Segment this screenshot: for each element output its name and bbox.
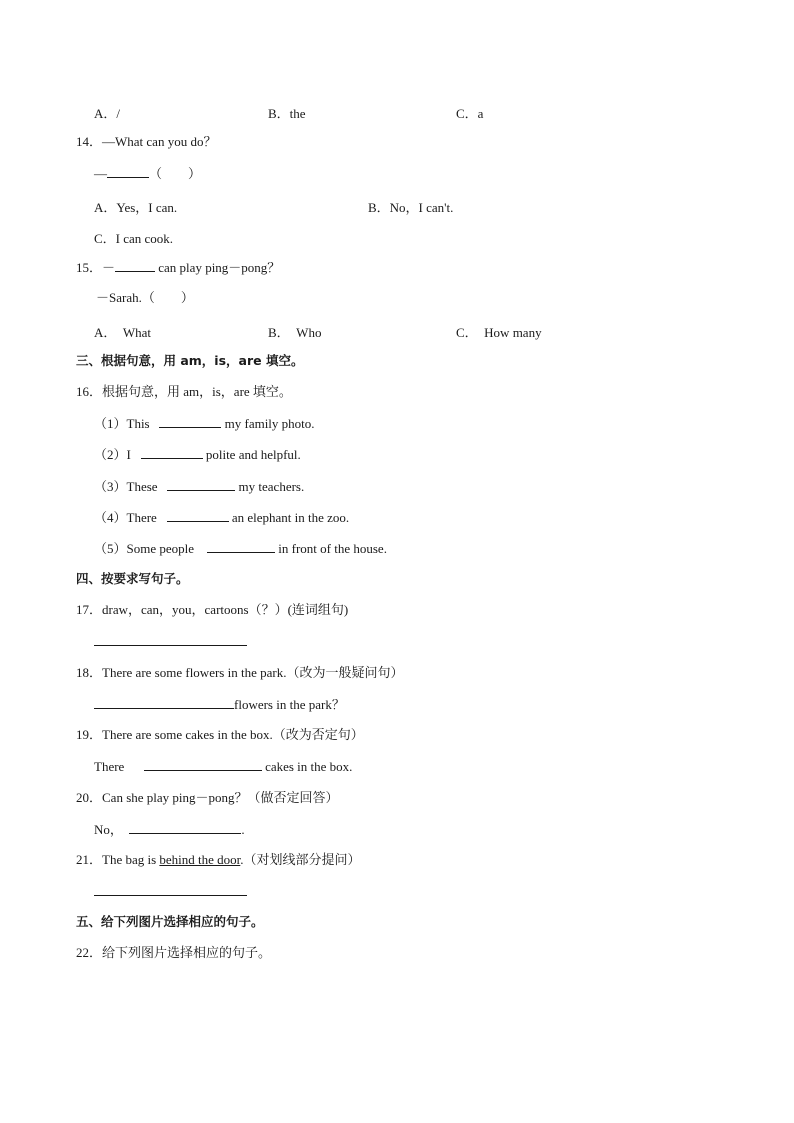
q13-option-c[interactable]: C．a bbox=[456, 106, 484, 121]
q20-pre: No， bbox=[94, 822, 123, 837]
section-3-title: 三、根据句意，用 am，is，are 填空。 bbox=[76, 353, 304, 368]
q14-answer-line bbox=[94, 165, 201, 182]
q15-option-a[interactable]: A． What bbox=[94, 325, 152, 340]
q14-option-a[interactable]: A．Yes，I can. bbox=[94, 200, 178, 215]
q21-pre: 21．The bag is bbox=[76, 852, 160, 867]
q16-item-4-pre: （4）There bbox=[94, 510, 157, 525]
q14-option-b[interactable]: B．No，I can't. bbox=[368, 200, 454, 215]
q13-option-a[interactable]: A．/ bbox=[94, 106, 121, 121]
q16-item-2-blank[interactable] bbox=[141, 446, 203, 459]
q15-option-c[interactable]: C． How many bbox=[456, 325, 542, 340]
section-5-title: 五、给下列图片选择相应的句子。 bbox=[76, 914, 264, 929]
q18-stem: 18．There are some flowers in the park.（改为一般疑问句） bbox=[76, 665, 404, 680]
q15-stem-prefix: 15．－ bbox=[76, 260, 116, 275]
q16-item-5-post: in front of the house. bbox=[278, 541, 387, 556]
q19-stem: 19．There are some cakes in the box.（改为否定句） bbox=[76, 727, 364, 742]
q20-post: . bbox=[241, 822, 245, 837]
q21-blank[interactable] bbox=[94, 883, 247, 896]
q15-option-b[interactable]: B． Who bbox=[268, 325, 322, 340]
q16-item-5 bbox=[94, 540, 387, 557]
q13-option-b[interactable]: B．the bbox=[268, 106, 306, 121]
q16-item-2 bbox=[94, 446, 301, 463]
q16-item-1-blank[interactable] bbox=[159, 415, 221, 428]
q16-item-5-blank[interactable] bbox=[207, 540, 275, 553]
q14-answer-prefix: — bbox=[94, 166, 107, 181]
q20-blank[interactable] bbox=[129, 821, 241, 834]
q19-pre: There bbox=[94, 759, 125, 774]
q14-blank[interactable] bbox=[107, 165, 149, 178]
q16-item-1-pre: （1）This bbox=[94, 416, 150, 431]
q19-blank[interactable] bbox=[144, 758, 262, 771]
q16-item-3 bbox=[94, 478, 304, 495]
q21-underlined-phrase: behind the door bbox=[159, 852, 241, 867]
q17-blank[interactable] bbox=[94, 633, 247, 646]
q18-answer-line bbox=[94, 696, 345, 713]
q16-item-4-post: an elephant in the zoo. bbox=[231, 510, 350, 525]
q16-item-3-post: my teachers. bbox=[238, 479, 305, 494]
q17-answer-line bbox=[94, 633, 247, 650]
q14-paren: （ ） bbox=[149, 166, 202, 181]
q16-item-2-pre: （2）I bbox=[94, 447, 131, 462]
q16-stem: 16．根据句意，用 am，is，are 填空。 bbox=[76, 384, 292, 399]
q18-post: flowers in the park？ bbox=[234, 697, 345, 712]
q14-stem: 14．—What can you do？ bbox=[76, 134, 217, 149]
q21-post: .（对划线部分提问） bbox=[240, 852, 361, 867]
q16-item-3-pre: （3）These bbox=[94, 479, 158, 494]
q21-answer-line bbox=[94, 883, 247, 900]
q15-stem-suffix: can play ping－pong？ bbox=[158, 260, 281, 275]
q18-blank[interactable] bbox=[94, 696, 234, 709]
q16-item-1 bbox=[94, 415, 315, 432]
q20-stem: 20．Can she play ping－pong？（做否定回答） bbox=[76, 790, 339, 805]
q16-item-3-blank[interactable] bbox=[167, 478, 235, 491]
q15-blank[interactable] bbox=[115, 259, 155, 272]
q22-stem: 22．给下列图片选择相应的句子。 bbox=[76, 945, 272, 960]
q16-item-4-blank[interactable] bbox=[167, 509, 229, 522]
q15-reply: －Sarah.（ ） bbox=[96, 290, 194, 305]
q19-answer-line bbox=[94, 758, 352, 775]
q14-option-c[interactable]: C．I can cook. bbox=[94, 231, 174, 246]
q16-item-5-pre: （5）Some people bbox=[94, 541, 195, 556]
q16-item-2-post: polite and helpful. bbox=[205, 447, 301, 462]
section-4-title: 四、按要求写句子。 bbox=[76, 571, 189, 586]
q17-stem: 17．draw，can，you，cartoons（？）(连词组句) bbox=[76, 602, 349, 617]
q15-stem bbox=[76, 259, 280, 276]
q20-answer-line bbox=[94, 821, 245, 838]
q21-stem bbox=[76, 852, 361, 868]
q19-post: cakes in the box. bbox=[265, 759, 353, 774]
q16-item-1-post: my family photo. bbox=[224, 416, 315, 431]
q16-item-4 bbox=[94, 509, 349, 526]
